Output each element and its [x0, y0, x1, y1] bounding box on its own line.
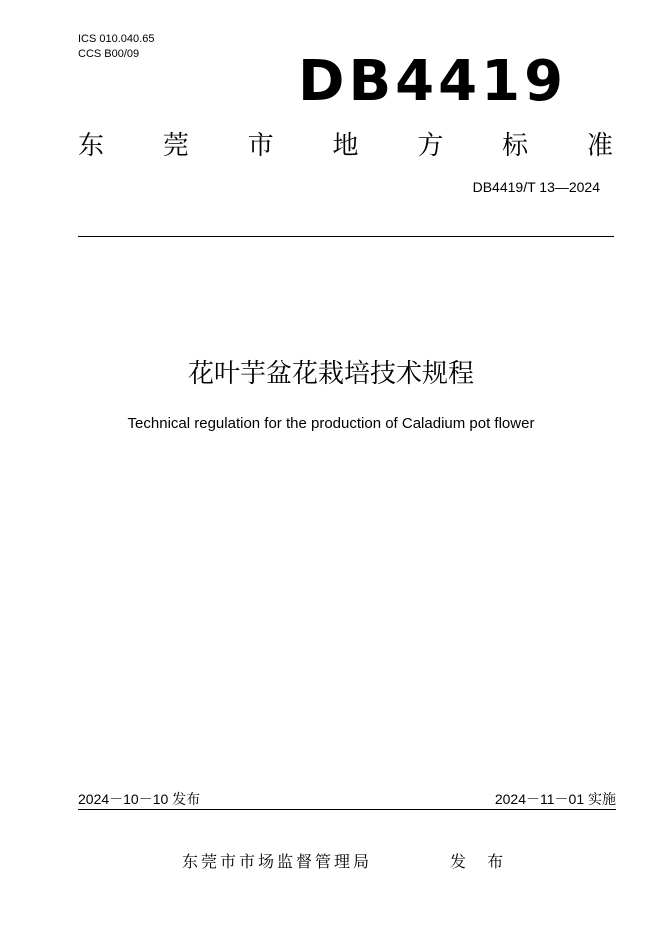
implementation-date: 2024－11－01 实施 — [494, 791, 616, 807]
standard-logo: DB4419 — [298, 49, 568, 114]
standard-type-char: 东 — [78, 131, 105, 161]
issuing-authority: 东莞市市场监督管理局 — [182, 852, 373, 871]
title-english: Technical regulation for the production of Caladium pot flower — [127, 415, 535, 432]
standard-type-char: 莞 — [162, 131, 189, 161]
title-chinese: 花叶芋盆花栽培技术规程 — [187, 359, 474, 389]
footer-divider — [78, 809, 616, 810]
standard-type-char: 准 — [586, 131, 613, 161]
issue-date: 2024－10－10 发布 — [78, 791, 201, 807]
standard-type-char: 方 — [417, 131, 444, 161]
standard-number: DB4419/T 13—2024 — [472, 179, 600, 195]
header-divider — [78, 236, 614, 237]
standard-type-heading — [78, 130, 613, 162]
publish-label: 发 布 — [450, 852, 512, 871]
standard-type-char: 标 — [502, 131, 529, 161]
standard-type-char: 地 — [332, 131, 359, 161]
ics-code: ICS 010.040.65 — [78, 33, 155, 45]
standard-type-char: 市 — [247, 131, 274, 161]
classification-codes — [78, 32, 154, 62]
ccs-code: CCS B00/09 — [78, 48, 140, 60]
